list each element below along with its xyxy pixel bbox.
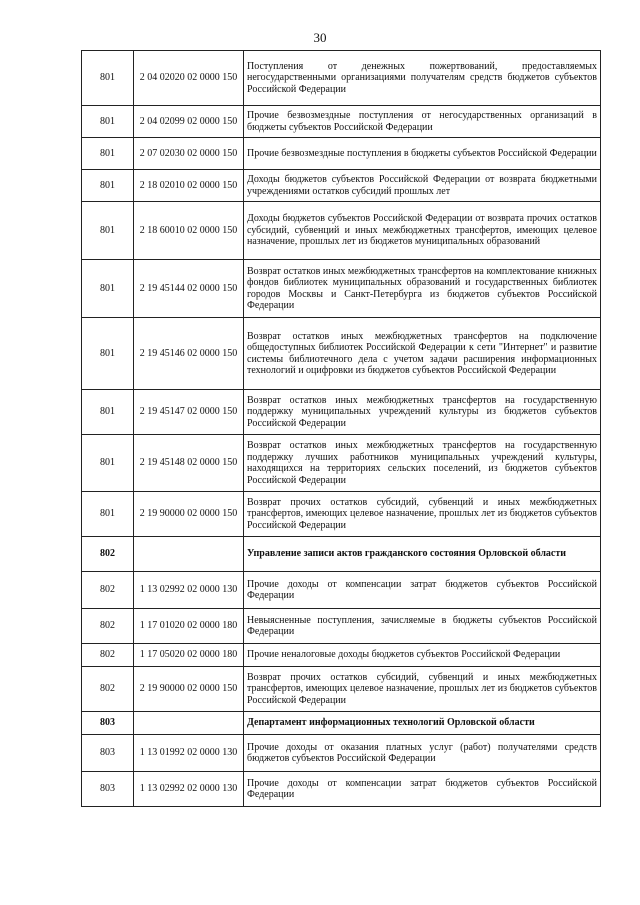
description-cell: Прочие доходы от компенсации затрат бюджетов субъектов Российской Федерации (244, 772, 601, 807)
table-row (82, 106, 601, 138)
description-cell: Доходы бюджетов субъектов Российской Федерации от возврата бюджетными учреждениями остатков субсидий прошлых лет (244, 170, 601, 202)
budget-code-cell: 2 18 60010 02 0000 150 (134, 202, 244, 260)
admin-code-cell: 801 (82, 170, 134, 202)
admin-code-cell: 801 (82, 202, 134, 260)
budget-code-cell: 1 13 02992 02 0000 130 (134, 572, 244, 609)
section-header-row (82, 537, 601, 572)
budget-classification-table (81, 50, 601, 807)
table-row (82, 644, 601, 667)
admin-code-cell: 802 (82, 667, 134, 712)
table-row (82, 609, 601, 644)
budget-code-cell: 2 19 90000 02 0000 150 (134, 667, 244, 712)
budget-code-cell: 2 19 45144 02 0000 150 (134, 260, 244, 318)
admin-code-cell: 801 (82, 260, 134, 318)
admin-code-cell: 801 (82, 318, 134, 390)
budget-code-cell: 1 13 02992 02 0000 130 (134, 772, 244, 807)
table-row (82, 202, 601, 260)
description-cell: Возврат остатков иных межбюджетных трансфертов на государственную поддержку муниципальных учреждений культуры из бюджетов субъектов Российской Федерации (244, 390, 601, 435)
budget-code-cell: 2 19 90000 02 0000 150 (134, 492, 244, 537)
budget-code-cell: 1 17 05020 02 0000 180 (134, 644, 244, 667)
admin-code-cell: 802 (82, 537, 134, 572)
description-cell: Возврат остатков иных межбюджетных трансфертов на государственную поддержку лучших работников муниципальных учреждений культуры, находящихся на территориях сельских поселений, из бюджетов субъектов Российской Федерации (244, 435, 601, 492)
admin-code-cell: 801 (82, 390, 134, 435)
budget-code-cell: 1 17 01020 02 0000 180 (134, 609, 244, 644)
budget-code-cell: 2 19 45148 02 0000 150 (134, 435, 244, 492)
admin-code-cell: 801 (82, 51, 134, 106)
table-row (82, 170, 601, 202)
description-cell: Прочие безвозмездные поступления в бюджеты субъектов Российской Федерации (244, 138, 601, 170)
admin-code-cell: 803 (82, 772, 134, 807)
admin-code-cell: 801 (82, 435, 134, 492)
budget-code-cell: 1 13 01992 02 0000 130 (134, 735, 244, 772)
budget-code-cell (134, 712, 244, 735)
table-body (82, 51, 601, 807)
admin-code-cell: 801 (82, 106, 134, 138)
budget-code-cell: 2 04 02099 02 0000 150 (134, 106, 244, 138)
table-row (82, 492, 601, 537)
section-header-row (82, 712, 601, 735)
admin-code-cell: 801 (82, 492, 134, 537)
table-row (82, 390, 601, 435)
table-row (82, 572, 601, 609)
table-row (82, 51, 601, 106)
description-cell: Прочие доходы от компенсации затрат бюджетов субъектов Российской Федерации (244, 572, 601, 609)
budget-code-cell: 2 19 45146 02 0000 150 (134, 318, 244, 390)
page-number: 30 (313, 30, 327, 45)
description-cell: Невыясненные поступления, зачисляемые в бюджеты субъектов Российской Федерации (244, 609, 601, 644)
description-cell: Возврат прочих остатков субсидий, субвенций и иных межбюджетных трансфертов, имеющих целевое назначение, прошлых лет из бюджетов субъектов Российской Федерации (244, 667, 601, 712)
table-row (82, 260, 601, 318)
admin-code-cell: 803 (82, 712, 134, 735)
budget-code-cell: 2 07 02030 02 0000 150 (134, 138, 244, 170)
admin-code-cell: 803 (82, 735, 134, 772)
admin-code-cell: 802 (82, 644, 134, 667)
budget-code-cell: 2 04 02020 02 0000 150 (134, 51, 244, 106)
description-cell: Доходы бюджетов субъектов Российской Федерации от возврата прочих остатков субсидий, субвенций и иных межбюджетных трансфертов, имеющих целевое назначение, прошлых лет из бюджетов муниципальных образований (244, 202, 601, 260)
description-cell: Возврат остатков иных межбюджетных трансфертов на комплектование книжных фондов библиотек муниципальных образований и государственных библиотек городов Москвы и Санкт-Петербурга из бюджетов субъектов Российской Федерации (244, 260, 601, 318)
description-cell: Прочие неналоговые доходы бюджетов субъектов Российской Федерации (244, 644, 601, 667)
description-cell: Поступления от денежных пожертвований, предоставляемых негосударственными организациями получателям средств бюджетов субъектов Российской Федерации (244, 51, 601, 106)
table-row (82, 138, 601, 170)
admin-code-cell: 802 (82, 609, 134, 644)
budget-code-cell: 2 19 45147 02 0000 150 (134, 390, 244, 435)
table-row (82, 772, 601, 807)
description-cell: Управление записи актов гражданского состояния Орловской области (244, 537, 601, 572)
table-row (82, 735, 601, 772)
table-row (82, 318, 601, 390)
description-cell: Прочие доходы от оказания платных услуг (работ) получателями средств бюджетов субъектов Российской Федерации (244, 735, 601, 772)
table-row (82, 435, 601, 492)
admin-code-cell: 801 (82, 138, 134, 170)
table-row (82, 667, 601, 712)
description-cell: Возврат остатков иных межбюджетных трансфертов на подключение общедоступных библиотек Российской Федерации к сети "Интернет" и развитие системы библиотечного дела с учетом задачи расширения информационных технологий и оцифровки из бюджетов субъектов Российской Федерации (244, 318, 601, 390)
description-cell: Возврат прочих остатков субсидий, субвенций и иных межбюджетных трансфертов, имеющих целевое назначение, прошлых лет из бюджетов субъектов Российской Федерации (244, 492, 601, 537)
description-cell: Департамент информационных технологий Орловской области (244, 712, 601, 735)
admin-code-cell: 802 (82, 572, 134, 609)
description-cell: Прочие безвозмездные поступления от негосударственных организаций в бюджеты субъектов Российской Федерации (244, 106, 601, 138)
budget-code-cell (134, 537, 244, 572)
budget-code-cell: 2 18 02010 02 0000 150 (134, 170, 244, 202)
